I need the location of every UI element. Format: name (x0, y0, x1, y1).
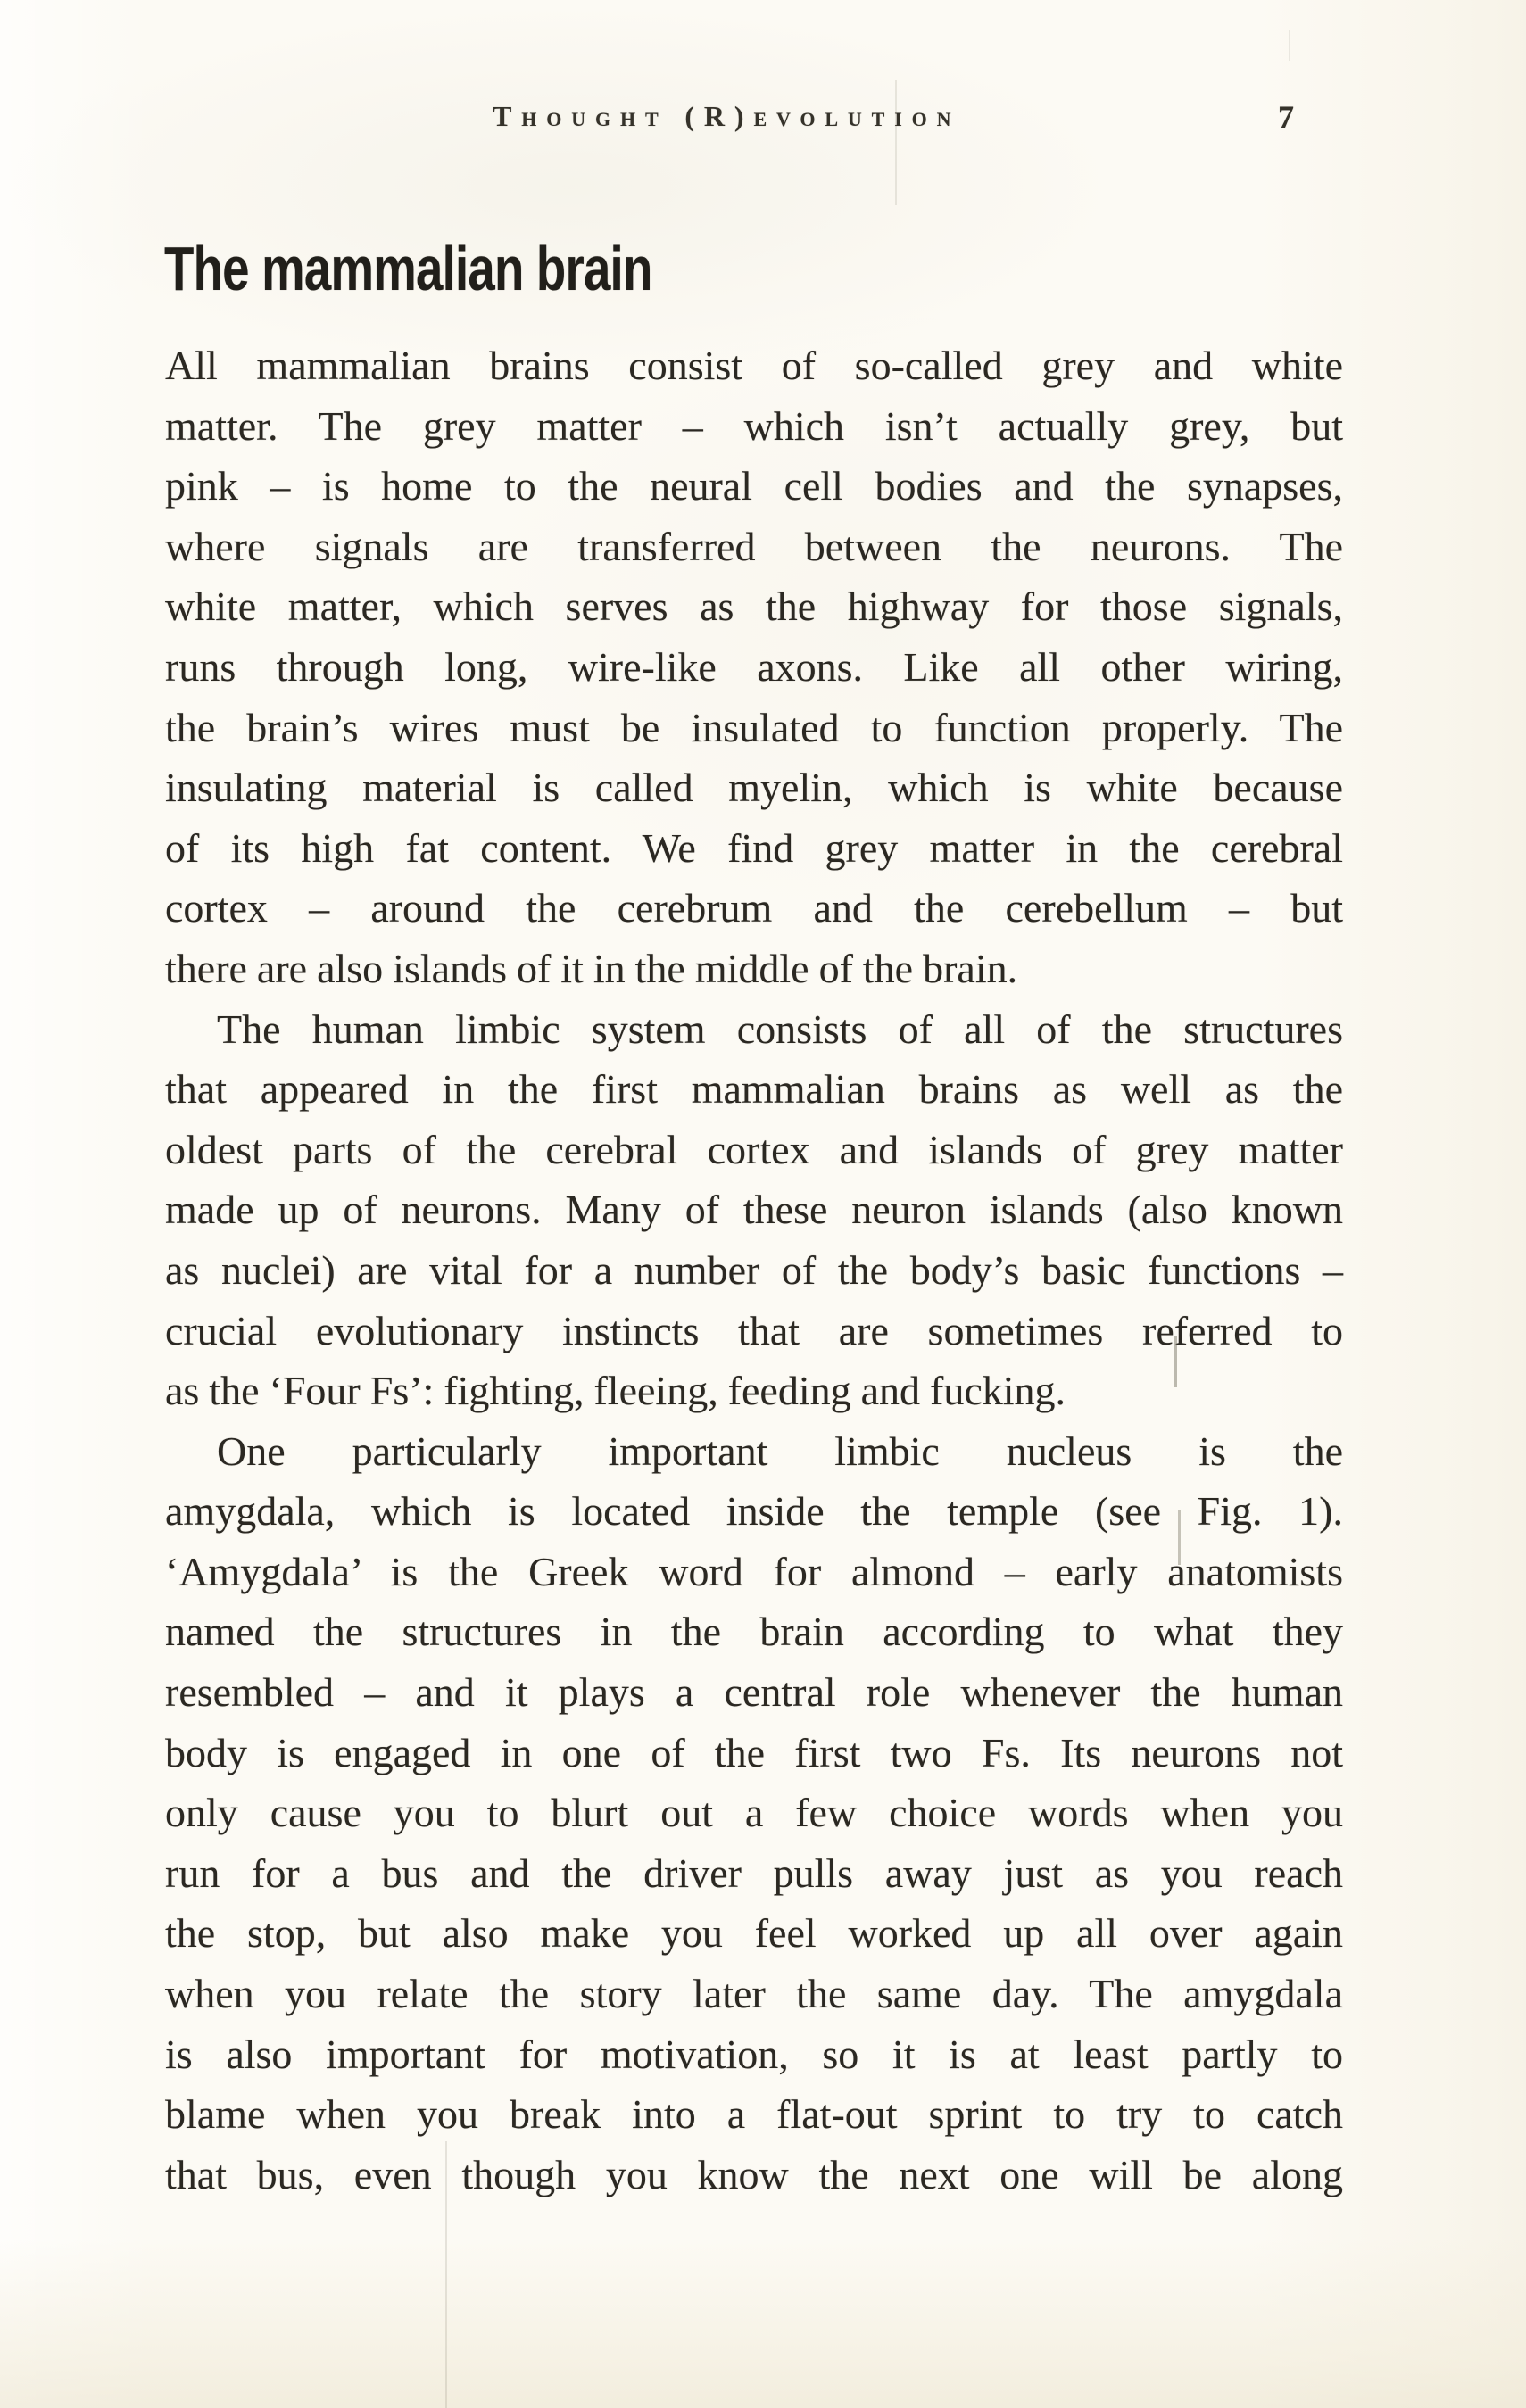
section-heading: The mammalian brain (164, 234, 652, 303)
body-text-line: insulating material is called myelin, which is white because (165, 765, 1343, 811)
body-text-line: white matter, which serves as the highway for those signals, (165, 583, 1343, 630)
body-text-line: the stop, but also make you feel worked up all over again (165, 1910, 1343, 1957)
body-text-line: that appeared in the first mammalian brains as well as the (165, 1066, 1343, 1113)
body-text-line: there are also islands of it in the middle of the brain. (165, 945, 1018, 991)
body-text-line: runs through long, wire-like axons. Like all other wiring, (165, 643, 1343, 690)
body-text-line: The human limbic system consists of all of the structures (217, 1005, 1343, 1052)
scan-crease-mark (1174, 1336, 1177, 1387)
running-header (0, 100, 1526, 143)
body-text-line: as the ‘Four Fs’: fighting, fleeing, feeding and fucking. (165, 1368, 1066, 1414)
body-text-line: only cause you to blurt out a few choice words when you (165, 1790, 1343, 1836)
body-text-line: when you relate the story later the same day. The amygdala (165, 1971, 1343, 2017)
body-text-line: ‘Amygdala’ is the Greek word for almond – early anatomists (165, 1548, 1343, 1594)
body-text-line: matter. The grey matter – which isn’t actually grey, but (165, 402, 1343, 449)
scan-crease-mark (1178, 1510, 1181, 1565)
body-text-line: resembled – and it plays a central role whenever the human (165, 1669, 1343, 1716)
body-text-line: as nuclei) are vital for a number of the body’s basic functions – (165, 1246, 1343, 1293)
scan-crease-mark (1289, 30, 1290, 61)
body-text-line: crucial evolutionary instincts that are sometimes referred to (165, 1307, 1343, 1353)
scan-crease-mark (895, 80, 897, 205)
body-text-line: blame when you break into a flat-out sprint to try to catch (165, 2091, 1343, 2138)
body-text-line: of its high fat content. We find grey matter in the cerebral (165, 824, 1343, 871)
body-text-line: oldest parts of the cerebral cortex and islands of grey matter (165, 1126, 1343, 1172)
page-number: 7 (1278, 99, 1294, 135)
body-text-line: One particularly important limbic nucleus is the (217, 1427, 1343, 1474)
body-text-line: body is engaged in one of the first two Fs. Its neurons not (165, 1729, 1343, 1775)
body-text-line: that bus, even though you know the next one will be along (165, 2151, 1343, 2197)
body-text-line: the brain’s wires must be insulated to function properly. The (165, 704, 1343, 750)
body-text (165, 335, 1343, 2205)
body-text-line: cortex – around the cerebrum and the cerebellum – but (165, 885, 1343, 931)
body-text-line: where signals are transferred between the neurons. The (165, 523, 1343, 569)
body-text-line: run for a bus and the driver pulls away just as you reach (165, 1849, 1343, 1896)
scan-crease-mark (445, 2141, 447, 2408)
body-text-line: pink – is home to the neural cell bodies and the synapses, (165, 463, 1343, 509)
body-text-line: All mammalian brains consist of so-called grey and white (165, 343, 1343, 388)
body-text-line: is also important for motivation, so it is at least partly to (165, 2031, 1343, 2077)
body-text-line: amygdala, which is located inside the temple (see Fig. 1). (165, 1488, 1343, 1535)
body-text-line: named the structures in the brain according to what they (165, 1609, 1343, 1655)
running-header-title: Thought (R)evolution (493, 100, 961, 132)
body-text-line: made up of neurons. Many of these neuron islands (also known (165, 1187, 1343, 1233)
